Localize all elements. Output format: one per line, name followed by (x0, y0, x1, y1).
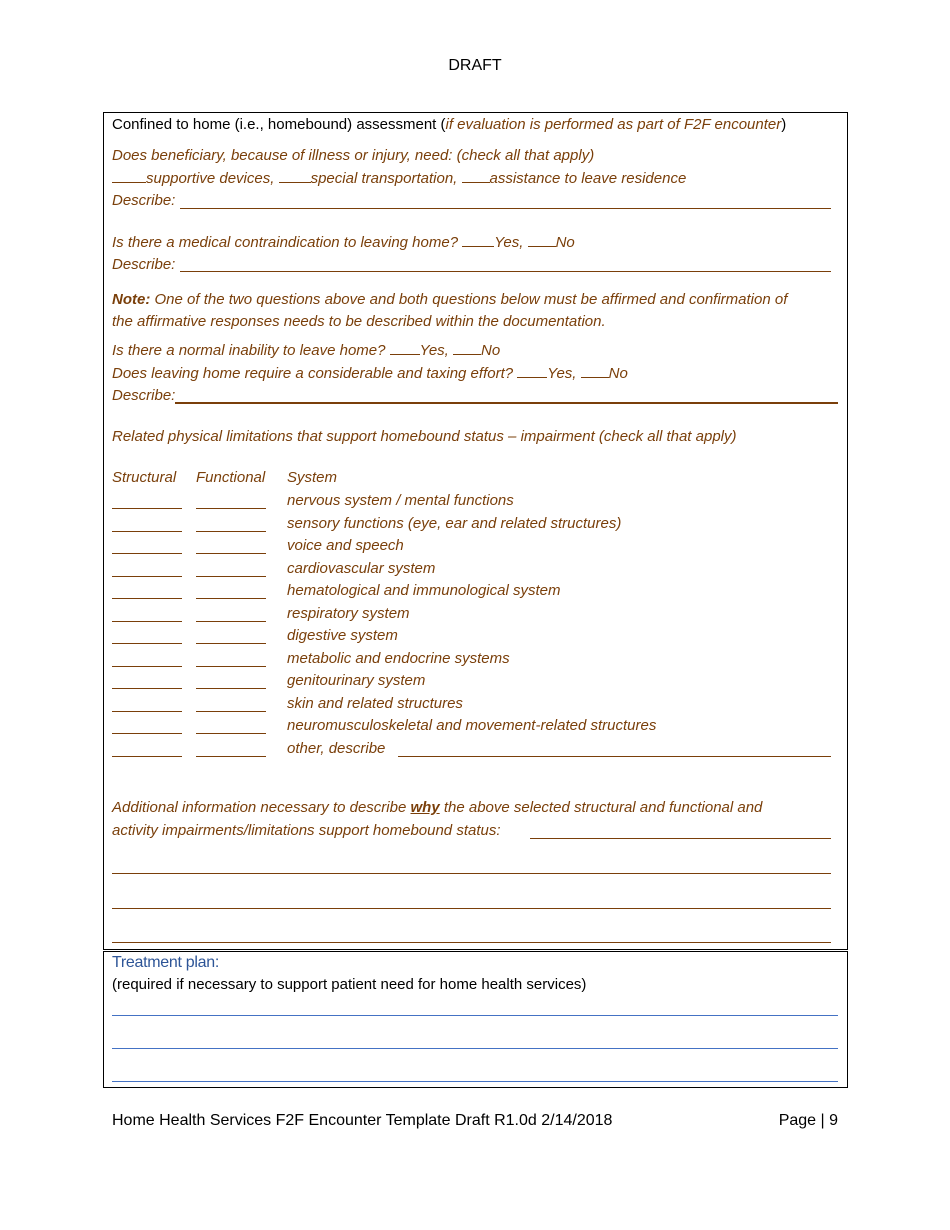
structural-checkbox-blank[interactable] (112, 688, 182, 689)
homebound-heading: Confined to home (i.e., homebound) assessment (if evaluation is performed as part of F2F encounter) (112, 116, 787, 133)
functional-checkbox-blank[interactable] (196, 553, 266, 554)
additional-info-line-1: Additional information necessary to describe why the above selected structural and functional and (112, 799, 763, 816)
functional-checkbox-blank[interactable] (196, 733, 266, 734)
structural-checkbox-blank[interactable] (112, 733, 182, 734)
functional-checkbox-blank[interactable] (196, 711, 266, 712)
treatment-plan-line[interactable] (112, 1015, 838, 1016)
system-label: voice and speech (287, 537, 404, 554)
inability-no-blank[interactable] (453, 342, 481, 355)
treatment-plan-subtitle: (required if necessary to support patient need for home health services) (112, 976, 587, 993)
describe-label: Describe: (112, 192, 176, 209)
system-label: metabolic and endocrine systems (287, 649, 510, 667)
describe-label: Describe: (112, 256, 176, 273)
note-line-1: Note: One of the two questions above and both questions below must be affirmed and confirmation of (112, 291, 788, 308)
question-normal-inability: Is there a normal inability to leave home? Yes, No (112, 342, 501, 359)
system-label: genitourinary system (287, 672, 426, 689)
note-line-2: the affirmative responses needs to be described within the documentation. (112, 313, 606, 330)
inability-yes-blank[interactable] (390, 342, 420, 355)
structural-checkbox-blank[interactable] (112, 621, 182, 622)
functional-checkbox-blank[interactable] (196, 621, 266, 622)
system-label: other, describe (287, 739, 386, 757)
functional-checkbox-blank[interactable] (196, 643, 266, 644)
treatment-plan-line[interactable] (112, 1048, 838, 1049)
taxing-yes-blank[interactable] (517, 365, 547, 378)
structural-checkbox-blank[interactable] (112, 553, 182, 554)
system-label: nervous system / mental functions (287, 492, 514, 509)
additional-info-line[interactable] (112, 908, 831, 909)
taxing-no-blank[interactable] (581, 365, 609, 378)
functional-checkbox-blank[interactable] (196, 531, 266, 532)
structural-checkbox-blank[interactable] (112, 756, 182, 757)
treatment-plan-line[interactable] (112, 1081, 838, 1082)
question-contraindication: Is there a medical contraindication to leaving home? Yes, No (112, 234, 575, 251)
column-functional: Functional (196, 469, 266, 486)
functional-checkbox-blank[interactable] (196, 576, 266, 577)
describe-line[interactable] (175, 402, 838, 404)
functional-checkbox-blank[interactable] (196, 756, 266, 757)
system-label: neuromusculoskeletal and movement-related structures (287, 717, 657, 734)
describe-label: Describe: (112, 387, 176, 404)
structural-checkbox-blank[interactable] (112, 666, 182, 667)
structural-checkbox-blank[interactable] (112, 576, 182, 577)
system-label: cardiovascular system (287, 559, 436, 577)
functional-checkbox-blank[interactable] (196, 598, 266, 599)
functional-checkbox-blank[interactable] (196, 666, 266, 667)
other-describe-line[interactable] (398, 756, 831, 757)
need-options: supportive devices, special transportation, assistance to leave residence (112, 169, 686, 189)
additional-info-line[interactable] (112, 873, 831, 874)
structural-checkbox-blank[interactable] (112, 531, 182, 532)
contraindication-yes-blank[interactable] (462, 234, 494, 247)
assistance-blank[interactable] (462, 170, 490, 183)
structural-checkbox-blank[interactable] (112, 643, 182, 644)
footer-document-title: Home Health Services F2F Encounter Template Draft R1.0d 2/14/2018 (112, 1112, 613, 1129)
question-need: Does beneficiary, because of illness or injury, need: (check all that apply) (112, 147, 595, 164)
contraindication-no-blank[interactable] (528, 234, 556, 247)
functional-checkbox-blank[interactable] (196, 688, 266, 689)
additional-info-line[interactable] (112, 942, 831, 943)
describe-line[interactable] (180, 208, 831, 209)
system-label: respiratory system (287, 604, 410, 622)
structural-checkbox-blank[interactable] (112, 598, 182, 599)
why-emphasis: why (410, 799, 440, 816)
additional-info-line-2: activity impairments/limitations support homebound status: (112, 822, 501, 839)
special-transportation-blank[interactable] (279, 170, 311, 183)
question-taxing-effort: Does leaving home require a considerable and taxing effort? Yes, No (112, 365, 628, 382)
treatment-plan-title: Treatment plan: (112, 954, 219, 971)
supportive-devices-blank[interactable] (112, 170, 146, 183)
functional-checkbox-blank[interactable] (196, 508, 266, 509)
additional-info-line[interactable] (530, 838, 831, 839)
column-system: System (287, 469, 338, 486)
structural-checkbox-blank[interactable] (112, 711, 182, 712)
column-structural: Structural (112, 469, 177, 486)
footer-page-number: Page | 9 (778, 1112, 838, 1129)
system-label: digestive system (287, 627, 398, 644)
system-label: hematological and immunological system (287, 582, 561, 599)
describe-line[interactable] (180, 271, 831, 272)
structural-checkbox-blank[interactable] (112, 508, 182, 509)
limitations-heading: Related physical limitations that support homebound status – impairment (check all that apply) (112, 428, 737, 445)
system-label: skin and related structures (287, 694, 463, 712)
note-label: Note: (112, 291, 151, 308)
page-header: DRAFT (448, 57, 502, 74)
system-label: sensory functions (eye, ear and related structures) (287, 514, 622, 532)
